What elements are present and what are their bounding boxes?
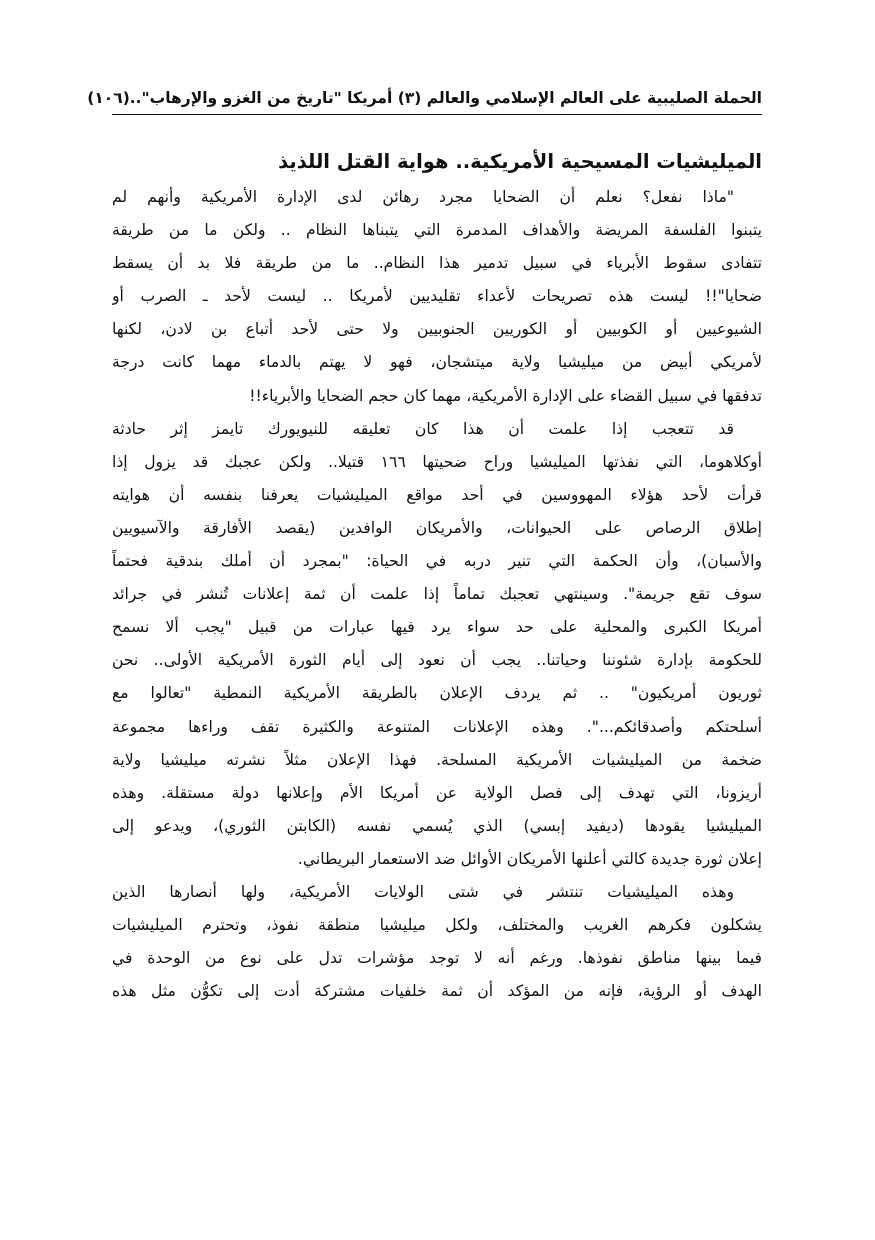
paragraph-2	[112, 413, 762, 876]
text-line: ضحايا"!! ليست هذه تصريحات لأعداء تقليديين لأمريكا .. ليست لأحد ـ الصرب أو	[112, 287, 762, 306]
text-line: والأسبان)، وأن الحكمة التي تنير دربه في الحياة: "بمجرد أن أملك بندقية فحتماً	[112, 552, 762, 571]
text-line: لأمريكي أبيض من ميليشيا ولاية ميتشجان، فهو لا يهتم بالدماء مهما كانت درجة	[112, 353, 762, 372]
text-line: أمريكا الكبرى والمحلية على حد سواء يرد فيها عبارات من قبيل "يجب ألا نسمح	[112, 618, 762, 637]
text-line: تدفقها في سبيل القضاء على الإدارة الأمريكية، مهما كان حجم الضحايا والأبرياء!!	[249, 386, 762, 405]
body-text	[112, 181, 762, 1008]
text-line: أسلحتكم وأصدقائكم...". وهذه الإعلانات المتنوعة والكثيرة تقف وراءها مجموعة	[112, 717, 762, 736]
paragraph-1	[112, 181, 762, 413]
text-line: الهدف أو الرؤية، فإنه من المؤكد أن ثمة خلفيات مشتركة أدت إلى تكوُّن مثل هذه	[112, 982, 762, 1001]
running-header	[87, 84, 762, 115]
text-line: قرأت لأحد هؤلاء المهووسين في أحد مواقع الميليشيات يعرفنا بنفسه أن هوايته	[112, 485, 762, 504]
text-line: إعلان ثورة جديدة كالتي أعلنها الأمريكان الأوائل ضد الاستعمار البريطاني.	[297, 849, 762, 868]
text-line: الميليشيا يقودها (ديفيد إبسي) الذي يُسمي نفسه (الكابتن الثوري)، ويدعو إلى	[112, 816, 762, 835]
text-line: وهذه الميليشيات تنتشر في شتى الولايات الأمريكية، ولها أنصارها الذين	[112, 882, 734, 901]
text-line: أريزونا، التي تهدف إلى فصل الولاية عن أمريكا الأم وإعلانها دولة مستقلة. وهذه	[112, 783, 762, 802]
text-line: تتفادى سقوط الأبرياء في سبيل تدمير هذا النظام.. ما من طريقة فلا بد أن يسقط	[112, 254, 762, 273]
text-line: يتبنوا الفلسفة المريضة والأهداف المدمرة التي يتبناها النظام .. ولكن ما من طريقة	[112, 221, 762, 240]
paragraph-3	[112, 876, 762, 1008]
text-line: الشيوعيين أو الكوبيين أو الكوريين الجنوبيين ولا حتى لأحد أتباع بن لادن، لكنها	[112, 320, 762, 339]
section-title: الميليشيات المسيحية الأمريكية.. هواية القتل اللذيذ	[278, 150, 762, 173]
text-line: فيما بينها مناطق نفوذها. ورغم أنه لا توجد مؤشرات تدل على نوع من الوحدة في	[112, 949, 762, 968]
text-line: أوكلاهوما، التي نفذتها الميليشيا وراح ضحيتها ١٦٦ قتيلا.. ولكن عجبك قد يزول إذا	[112, 452, 762, 471]
text-line: ضخمة من الميليشيات الأمريكية المسلحة. فهذا الإعلان مثلاً نشرته ميليشيا ولاية	[112, 750, 762, 769]
text-line: للحكومة بإدارة شئوننا وحياتنا.. يجب أن نعود إلى أيام الثورة الأمريكية الأولى.. نحن	[112, 651, 762, 670]
text-line: إطلاق الرصاص على الحيوانات، والأمريكان الوافدين (يقصد الأفارقة والآسيويين	[112, 518, 762, 537]
text-line: يشكلون فكرهم الغريب والمختلف، ولكل ميليشيا منطقة نفوذ، وتحترم الميليشيات	[112, 916, 762, 935]
text-line: "ماذا نفعل؟ نعلم أن الضحايا مجرد رهائن لدى الإدارة الأمريكية وأنهم لم	[112, 188, 734, 206]
document-page	[87, 84, 762, 1008]
page-number: (١٠٦)	[87, 89, 130, 107]
running-header-title: الحملة الصليبية على العالم الإسلامي والعالم (٣) أمريكا "تاريخ من الغزو والإرهاب"..	[129, 89, 762, 107]
text-line: قد تتعجب إذا علمت أن هذا كان تعليقه للنيويورك تايمز إثر حادثة	[112, 419, 734, 438]
text-line: سوف تقع جريمة". وسينتهي تعجبك تماماً إذا علمت أن ثمة إعلانات تُنشر في جرائد	[112, 585, 762, 604]
text-line: ثوريون أمريكيون" .. ثم يردف الإعلان بالطريقة الأمريكية النمطية "تعالوا مع	[112, 684, 762, 703]
